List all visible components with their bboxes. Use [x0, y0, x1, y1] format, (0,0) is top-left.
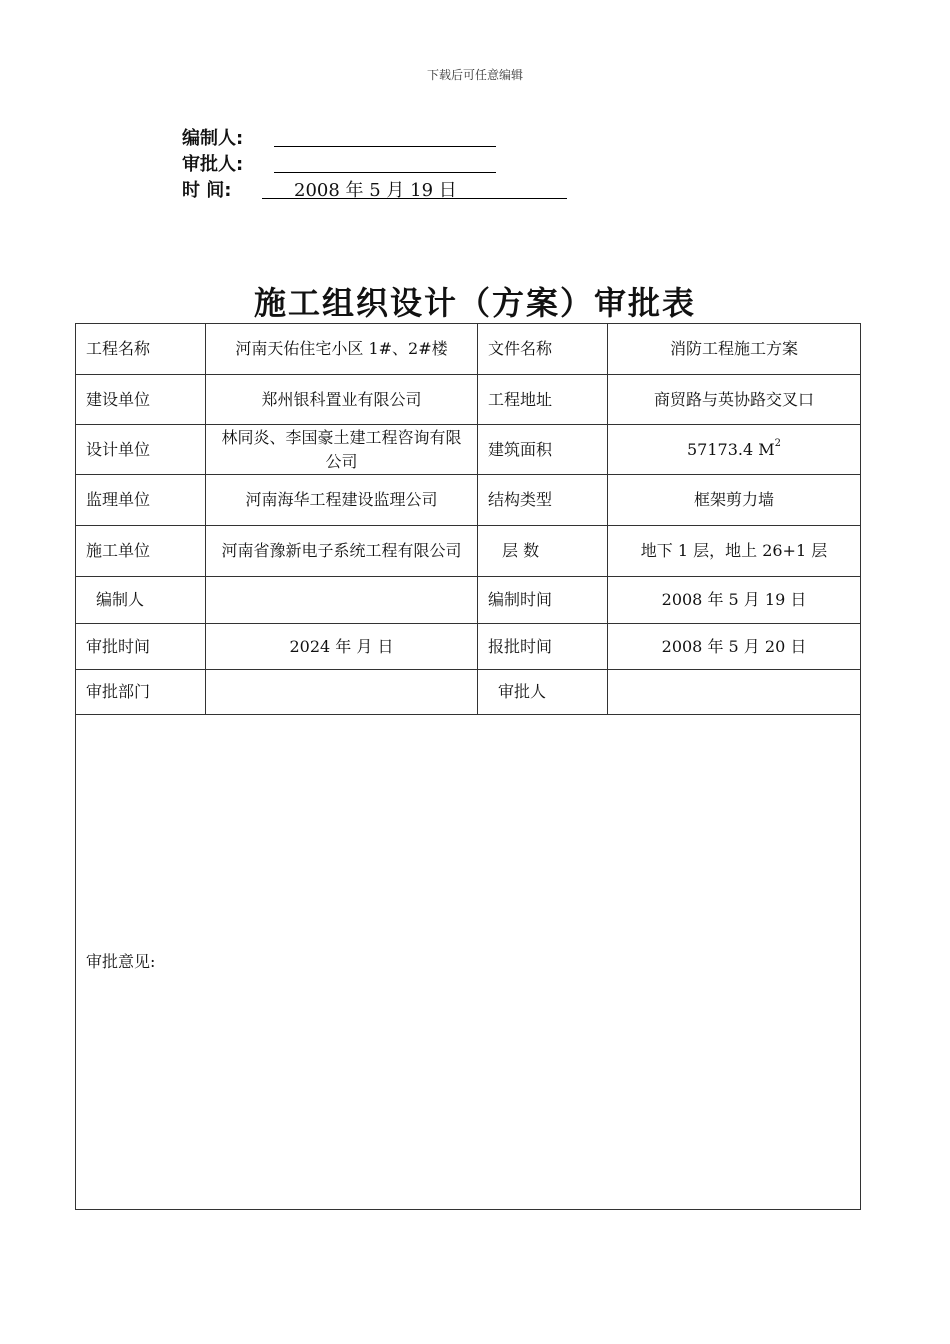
- approver-label-cell: 审批人: [478, 670, 608, 715]
- developer-value: 郑州银科置业有限公司: [206, 375, 478, 425]
- compiler-value: [206, 577, 478, 624]
- approval-dept-label: 审批部门: [76, 670, 206, 715]
- developer-label: 建设单位: [76, 375, 206, 425]
- contractor-label: 施工单位: [76, 526, 206, 577]
- approval-time-value: 2024 年 月 日: [206, 624, 478, 670]
- approval-dept-value: [206, 670, 478, 715]
- time-value: 2008 年 5 月 19 日: [294, 180, 457, 201]
- submit-time-label: 报批时间: [478, 624, 608, 670]
- table-row: [76, 375, 861, 425]
- table-row: [76, 715, 861, 1210]
- approval-opinion: 审批意见:: [76, 715, 861, 1210]
- header-note: 下载后可任意编辑: [426, 68, 523, 82]
- approver-signature-line: [274, 150, 496, 173]
- table-row: [76, 526, 861, 577]
- contractor-value: 河南省豫新电子系统工程有限公司: [206, 526, 478, 577]
- address-label: 工程地址: [478, 375, 608, 425]
- submit-time-value: 2008 年 5 月 20 日: [608, 624, 861, 670]
- table-row: [76, 624, 861, 670]
- approval-table: [75, 323, 861, 1210]
- floor-area-label: 建筑面积: [478, 425, 608, 475]
- address-value: 商贸路与英协路交叉口: [608, 375, 861, 425]
- structure-type-label: 结构类型: [478, 475, 608, 526]
- designer-value: 林同炎、李国豪土建工程咨询有限公司: [206, 425, 478, 475]
- supervisor-label: 监理单位: [76, 475, 206, 526]
- compiler-label-cell: 编制人: [76, 577, 206, 624]
- floor-area-value: 57173.4 M: [686, 439, 775, 459]
- compiler-label: 编制人:: [182, 128, 244, 149]
- approver-value: [608, 670, 861, 715]
- floors-label: 层 数: [478, 526, 608, 577]
- approver-label: 审批人:: [182, 154, 244, 175]
- supervisor-value: 河南海华工程建设监理公司: [206, 475, 478, 526]
- table-row: [76, 670, 861, 715]
- table-row: [76, 475, 861, 526]
- designer-label: 设计单位: [76, 425, 206, 475]
- time-label: 时 间:: [182, 180, 232, 201]
- document-title: 施工组织设计（方案）审批表: [253, 284, 696, 322]
- project-name-label: 工程名称: [76, 324, 206, 375]
- floor-area-unit-exponent: 2: [774, 437, 781, 449]
- compile-time-label: 编制时间: [478, 577, 608, 624]
- table-row: [76, 577, 861, 624]
- compiler-signature-line: [274, 124, 496, 147]
- table-row: [76, 324, 861, 375]
- floor-area-cell: [608, 425, 861, 475]
- compile-time-value: 2008 年 5 月 19 日: [608, 577, 861, 624]
- project-name-value: 河南天佑住宅小区 1#、2#楼: [206, 324, 478, 375]
- file-name-label: 文件名称: [478, 324, 608, 375]
- table-row: [76, 425, 861, 475]
- floors-value: 地下 1 层，地上 26+1 层: [608, 526, 861, 577]
- structure-type-value: 框架剪力墙: [608, 475, 861, 526]
- approval-time-label: 审批时间: [76, 624, 206, 670]
- file-name-value: 消防工程施工方案: [608, 324, 861, 375]
